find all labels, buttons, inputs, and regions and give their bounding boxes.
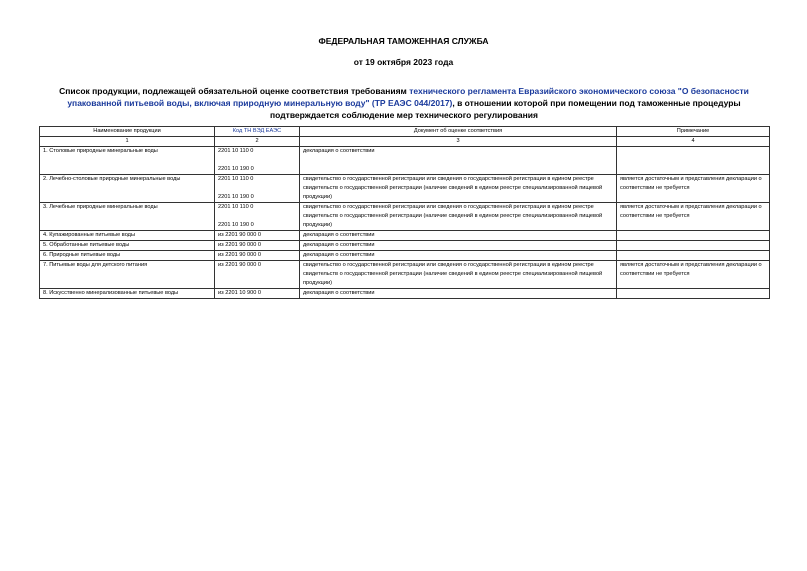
product-code — [215, 147, 300, 175]
note — [617, 147, 770, 175]
column-number: 4 — [617, 137, 770, 147]
code-value: 2201 10 110 0 — [218, 176, 254, 182]
tnved-code-link[interactable]: Код ТН ВЭД ЕАЭС — [232, 128, 282, 134]
code-value: 2201 10 110 0 — [218, 204, 254, 210]
header-row — [40, 127, 770, 137]
note: является достаточным и представления декларации о соответствии не требуется — [617, 175, 770, 203]
conformity-document: декларация о соответствии — [300, 147, 617, 175]
table-row — [40, 203, 770, 231]
column-number-row — [40, 137, 770, 147]
product-name: 6. Природные питьевые воды — [40, 251, 215, 261]
code-value: 2201 10 190 0 — [218, 194, 254, 200]
note — [617, 251, 770, 261]
product-code: из 2201 90 000 0 — [215, 231, 300, 241]
code-value: 2201 10 190 0 — [218, 166, 254, 172]
note: является достаточным и представления декларации о соответствии не требуется — [617, 203, 770, 231]
conformity-document: свидетельство о государственной регистрации или сведения о государственной регистрации в едином реестре свидетельств о государственной регистрации (наличие сведений в едином реестре специализированной пищевой продукции) — [300, 175, 617, 203]
conformity-document: декларация о соответствии — [300, 289, 617, 299]
table-row — [40, 241, 770, 251]
title-text-end: , в отношении которой при помещении под таможенные процедуры подтверждается соблюдение мер технического регулирования — [270, 98, 741, 120]
code-value: 2201 10 110 0 — [218, 148, 254, 154]
note — [617, 289, 770, 299]
product-name: 3. Лечебные природные минеральные воды — [40, 203, 215, 231]
note — [617, 231, 770, 241]
document-date: от 19 октября 2023 года — [353, 57, 454, 67]
product-code — [215, 175, 300, 203]
table-row — [40, 289, 770, 299]
note — [617, 241, 770, 251]
product-name: 1. Столовые природные минеральные воды — [40, 147, 215, 175]
column-header-product: Наименование продукции — [40, 127, 215, 137]
product-code: из 2201 90 000 0 — [215, 251, 300, 261]
product-code: из 2201 90 000 0 — [215, 241, 300, 251]
conformity-document: свидетельство о государственной регистрации или сведения о государственной регистрации в едином реестре свидетельств о государственной регистрации (наличие сведений в едином реестре специализированной пищевой продукции) — [300, 203, 617, 231]
title-text-start: Список продукции, подлежащей обязательной оценке соответствия требованиям — [59, 86, 410, 96]
code-value: 2201 10 190 0 — [218, 222, 254, 228]
product-code: из 2201 90 000 0 — [215, 261, 300, 289]
column-header-code — [215, 127, 300, 137]
document-title — [40, 85, 768, 121]
product-name: 2. Лечебно-столовые природные минеральные воды — [40, 175, 215, 203]
table-row — [40, 231, 770, 241]
column-header-note: Примечание — [617, 127, 770, 137]
note: является достаточным и представления декларации о соответствии не требуется — [617, 261, 770, 289]
product-name: 7. Питьевые воды для детского питания — [40, 261, 215, 289]
column-number: 3 — [300, 137, 617, 147]
product-code: из 2201 10 900 0 — [215, 289, 300, 299]
table-row — [40, 251, 770, 261]
table-row — [40, 147, 770, 175]
table-row — [40, 175, 770, 203]
product-name: 5. Обработанные питьевые воды — [40, 241, 215, 251]
column-number: 2 — [215, 137, 300, 147]
product-name: 4. Купажированные питьевые воды — [40, 231, 215, 241]
product-code — [215, 203, 300, 231]
conformity-document: декларация о соответствии — [300, 251, 617, 261]
column-number: 1 — [40, 137, 215, 147]
column-header-document: Документ об оценке соответствия — [300, 127, 617, 137]
product-name: 8. Искусственно минерализованные питьевые воды — [40, 289, 215, 299]
conformity-document: декларация о соответствии — [300, 241, 617, 251]
conformity-document: декларация о соответствии — [300, 231, 617, 241]
regulation-link[interactable]: технического регламента Евразийского экономического союза "О безопасности упакованной питьевой воды, включая природную минеральную воду" (ТР ЕАЭС 044/2017) — [67, 86, 749, 108]
conformity-document: свидетельство о государственной регистрации или сведения о государственной регистрации в едином реестре свидетельств о государственной регистрации (наличие сведений в едином реестре специализированной пищевой продукции) — [300, 261, 617, 289]
products-table — [39, 126, 770, 299]
organization-heading: ФЕДЕРАЛЬНАЯ ТАМОЖЕННАЯ СЛУЖБА — [318, 36, 489, 46]
table-row — [40, 261, 770, 289]
